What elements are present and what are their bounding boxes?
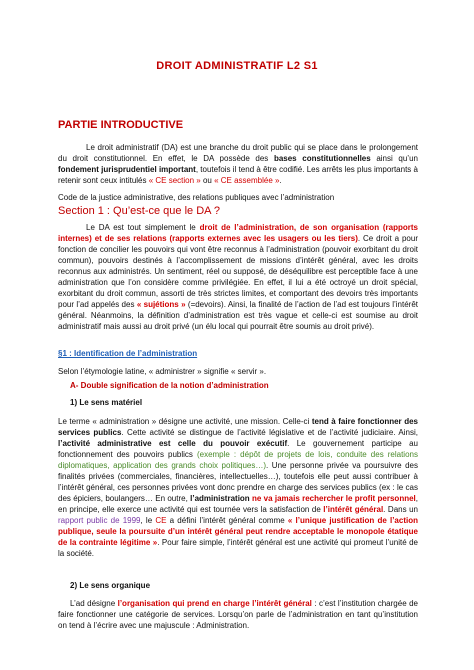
red-phrase: l’intérêt général (323, 505, 384, 514)
heading-1: 1) Le sens matériel (70, 398, 143, 407)
red-phrase: « l’unique justification de l’action publique, seule la poursuite d’un intérêt général peut rendre acceptable le monopole étatique de la contrainte légitime » (58, 516, 418, 547)
organic-sense-paragraph: L’ad désigne l’organisation qui prend en charge l’intérêt général : c’est l’institution chargée de faire fonctionner une catégorie de services. Lorsqu’on parle de l’administration en tant qu’institution on tend à l’écrire avec une majuscule : Administration. (58, 599, 418, 630)
subsection-heading: §1 : Identification de l’administration (58, 349, 198, 358)
heading-a: A- Double signification de la notion d’administration (70, 381, 269, 390)
material-sense-paragraph: Le terme « administration » désigne une activité, une mission. Celle-ci tend à faire fonctionner des services publics. Cette activité se distingue de l’activité législative et de l’activité judiciaire. Ainsi, l’activité administrative est celle du pouvoir exécutif. Le gouvernement participe au fonctionnement des pouvoirs publics (exemple : dépôt de projets de lois, conduite des relations diplomatiques, application des grands choix politiques…). Une personne privée va poursuivre des finalités privées (commerciales, financières, intellectuelles…), toutefois elle peut aussi contribuer à l’intérêt général, ces personnes privées vont donc prendre en charge des services publics (ex : le cas des épiciers, boulangers… En outre, l’administration ne va jamais rechercher le profit personnel, en principe, elle exerce une activité qui est tournée vers la satisfaction de l’intérêt général. Dans un rapport public de 1999, le CE a défini l’intérêt général comme « l’unique justification de l’action publique, seule la poursuite d’un intérêt général peut rendre acceptable le monopole étatique de la contrainte légitime ». Pour faire simple, l’intérêt général est une activité qui promeut l’unité de la société. (58, 417, 419, 558)
red-phrase: CE (155, 516, 167, 525)
section1-paragraph: Le DA est tout simplement le droit de l’administration, de son organisation (rapports internes) et de ses relations (rapports externes avec les usagers ou les tiers). Ce droit a pour fonction de concilier les pouvoirs qui vont être reconnus à l’administration (pouvoir exorbitant du droit commun), pouvoirs destinés à l’accomplissement de missions d’intérêt général, avec les droits reconnus aux administrés. Un sentiment, réel ou supposé, de déséquilibre est perceptible face à une administration que l’on considère comme privilégiée. En effet, il lui a été octroyé un droit spécial, exorbitant du droit commun, assorti de très strictes limites, et comportant des devoirs très importants pour l’ad appelés des « sujétions » (=devoirs). Ainsi, la finalité de l’action de l’ad est toujours l’intérêt général. Néanmoins, la définition d’administration est très vague et celle-ci est soumise au droit administratif mais aussi au droit privé (un élu local qui pourrait être soumis au droit privé). (58, 223, 419, 331)
red-phrase: « CE assemblée » (214, 176, 280, 185)
heading-2: 2) Le sens organique (70, 581, 151, 590)
etymology-line: Selon l’étymologie latine, « administrer » signifie « servir ». (58, 367, 267, 376)
bold-phrase: bases constitutionnelles (273, 154, 371, 163)
red-phrase: ne va jamais rechercher le profit personnel (249, 494, 416, 503)
part-heading: PARTIE INTRODUCTIVE (58, 119, 184, 131)
document-title: DROIT ADMINISTRATIF L2 S1 (156, 60, 318, 72)
red-phrase: l’organisation qui prend en charge l’intérêt général (117, 599, 312, 608)
red-phrase: « sujétions » (136, 300, 186, 309)
section-heading: Section 1 : Qu’est-ce que le DA ? (58, 205, 221, 217)
bold-phrase: fondement jurisprudentiel important (58, 165, 196, 174)
red-phrase: « CE section » (148, 176, 201, 185)
purple-phrase: rapport public de 1999 (58, 516, 141, 525)
bold-phrase: l’administration (190, 494, 250, 503)
green-example: (exemple : dépôt de projets de lois, conduite des relations diplomatiques, application des grands choix politiques…) (58, 450, 418, 470)
red-phrase: droit de l’administration, de son organisation (rapports internes) et de ses relations (rapports externes avec les usagers ou les tiers) (58, 223, 418, 243)
bold-phrase: tend à faire fonctionner des services publics (58, 417, 418, 437)
code-line: Code de la justice administrative, des relations publiques avec l’administration (58, 193, 335, 202)
intro-paragraph: Le droit administratif (DA) est une branche du droit public qui se place dans le prolongement du droit constitutionnel. En effet, le DA possède des bases constitutionnelles ainsi qu’un fondement jurisprudentiel important, toutefois il tend à être codifié. Les arrêts les plus importants à retenir sont ceux intitulés « CE section » ou « CE assemblée ». (58, 143, 418, 185)
bold-phrase: l’activité administrative est celle du pouvoir exécutif (58, 439, 288, 448)
